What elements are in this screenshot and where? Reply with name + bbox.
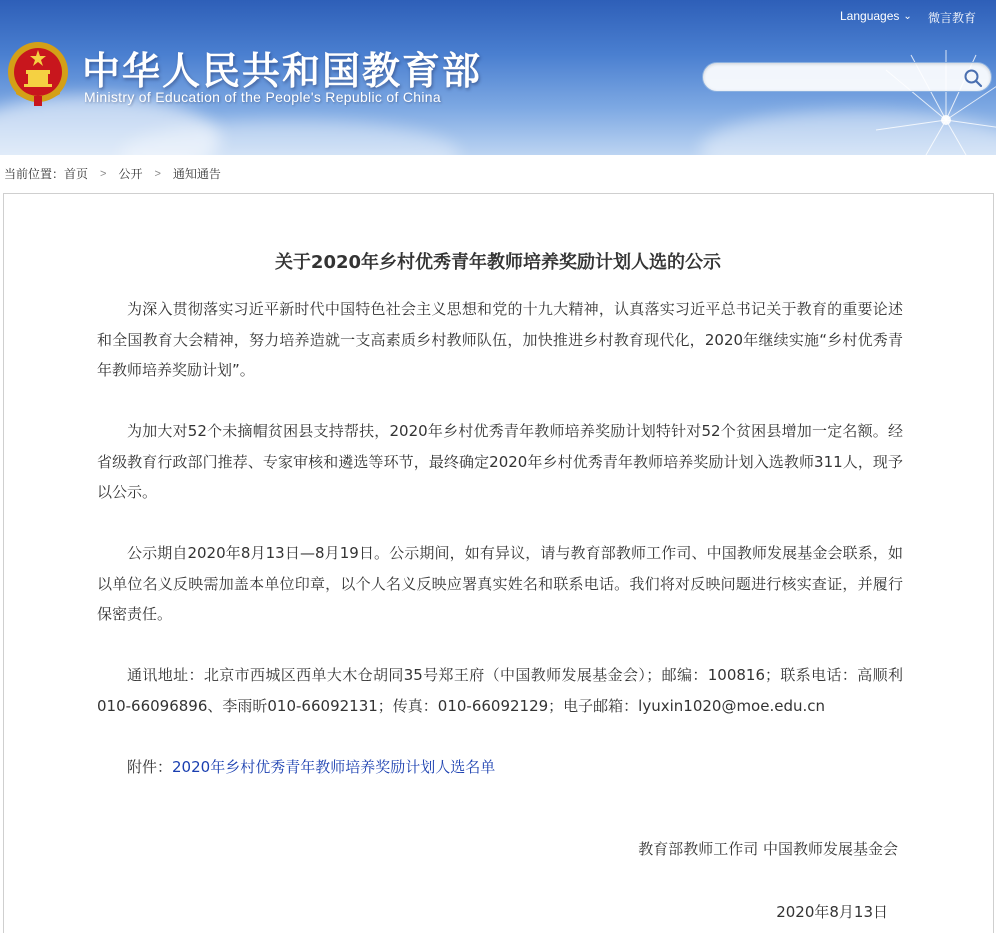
search-input[interactable] [715,68,955,88]
search-box [702,62,992,92]
chevron-right-icon: > [100,167,107,180]
site-subtitle: Ministry of Education of the People's Republic of China [84,89,441,105]
attachment-label: 附件： [127,757,173,776]
article-date: 2020年8月13日 [776,903,888,921]
dandelion-decoration-icon [866,40,996,155]
site-header [0,0,996,155]
article-signature: 教育部教师工作司 中国教师发展基金会 [638,840,898,858]
search-icon[interactable] [963,68,983,88]
breadcrumb-prefix: 当前位置： [4,167,65,181]
article-title: 关于2020年乡村优秀青年教师培养奖励计划人选的公示 [274,252,722,273]
languages-label: Languages [840,9,900,23]
languages-dropdown[interactable] [840,9,912,23]
breadcrumb-home[interactable]: 首页 [64,167,89,181]
breadcrumb-notices[interactable]: 通知通告 [172,167,221,181]
attachment-line [97,752,903,783]
article-body [97,294,903,813]
breadcrumb [4,165,221,182]
chevron-right-icon: > [154,167,161,180]
breadcrumb-public[interactable]: 公开 [118,167,143,181]
article-paragraph: 通讯地址：北京市西城区西单大木仓胡同35号郑王府（中国教师发展基金会）；邮编：100816；联系电话：高顺利010-66096896、李雨昕010-66092131；传真：010-66092129；电子邮箱：lyuxin1020@moe.edu.cn [97,666,903,715]
article-paragraph: 公示期自2020年8月13日—8月19日。公示期间，如有异议，请与教育部教师工作司、中国教师发展基金会联系，如以单位名义反映需加盖本单位印章，以个人名义反映应署真实姓名和联系电话。我们将对反映问题进行核实查证，并履行保密责任。 [97,544,903,623]
national-emblem-icon [6,40,70,108]
attachment-link[interactable]: 2020年乡村优秀青年教师培养奖励计划人选名单 [172,757,496,776]
article-paragraph: 为深入贯彻落实习近平新时代中国特色社会主义思想和党的十九大精神，认真落实习近平总书记关于教育的重要论述和全国教育大会精神，努力培养造就一支高素质乡村教师队伍，加快推进乡村教育现代化，2020年继续实施“乡村优秀青年教师培养奖励计划”。 [97,300,903,379]
chevron-down-icon: ⌄ [903,10,912,22]
article-paragraph: 为加大对52个未摘帽贫困县支持帮扶，2020年乡村优秀青年教师培养奖励计划特针对52个贫困县增加一定名额。经省级教育行政部门推荐、专家审核和遴选等环节，最终确定2020年乡村优秀青年教师培养奖励计划入选教师311人，现予以公示。 [97,422,903,501]
weiyan-link[interactable]: 微言教育 [928,11,977,25]
site-title: 中华人民共和国教育部 [82,48,483,93]
